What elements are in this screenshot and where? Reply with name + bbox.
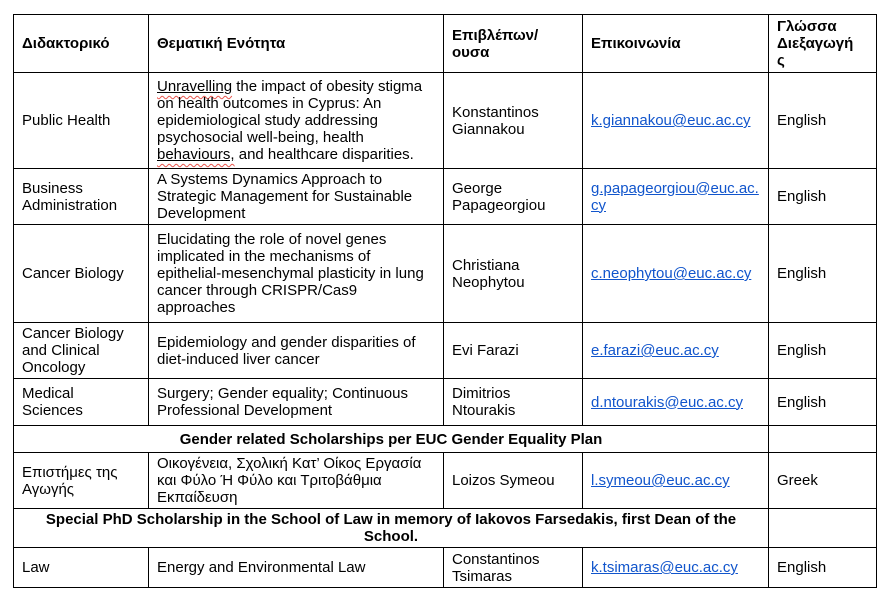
misspelled-word: Unravelling (157, 78, 233, 95)
section-title: Special PhD Scholarship in the School of Law in memory of Iakovos Farsedakis, first Dean of the School. (14, 509, 769, 548)
column-header-language: Γλώσσα Διεξαγωγής (769, 15, 877, 73)
column-header-topic: Θεματική Ενότητα (149, 15, 444, 73)
supervisor-cell: Konstantinos Giannakou (444, 73, 583, 169)
supervisor-cell: Dimitrios Ntourakis (444, 379, 583, 426)
section-title: Gender related Scholarships per EUC Gender Equality Plan (14, 426, 769, 453)
table-body (14, 73, 877, 588)
language-cell: English (769, 73, 877, 169)
email-link[interactable]: k.giannakou@euc.ac.cy (591, 112, 751, 129)
topic-cell: Epidemiology and gender disparities of diet-induced liver cancer (149, 323, 444, 379)
table-row (14, 379, 877, 426)
topic-cell: Οικογένεια, Σχολική Κατ’ Οίκος Εργασία και Φύλο Ή Φύλο και Τριτοβάθμια Εκπαίδευση (149, 453, 444, 509)
table-row (14, 323, 877, 379)
section-empty-cell (769, 509, 877, 548)
supervisor-cell: Constantinos Tsimaras (444, 548, 583, 588)
supervisor-cell: Christiana Neophytou (444, 225, 583, 323)
section-row (14, 426, 877, 453)
language-cell: English (769, 225, 877, 323)
email-cell (583, 323, 769, 379)
email-cell (583, 548, 769, 588)
supervisor-cell: George Papageorgiou (444, 169, 583, 225)
table-row (14, 548, 877, 588)
language-cell: English (769, 169, 877, 225)
column-header-contact: Επικοινωνία (583, 15, 769, 73)
header-row (14, 15, 877, 73)
topic-cell: Elucidating the role of novel genes implicated in the mechanisms of epithelial-mesenchymal plasticity in lung cancer through CRISPR/Cas9 approaches (149, 225, 444, 323)
email-link[interactable]: d.ntourakis@euc.ac.cy (591, 393, 743, 411)
program-cell: Cancer Biology and Clinical Oncology (14, 323, 149, 379)
program-cell: Medical Sciences (14, 379, 149, 426)
supervisor-cell: Loizos Symeou (444, 453, 583, 509)
language-cell: English (769, 379, 877, 426)
section-empty-cell (769, 426, 877, 453)
table-row (14, 453, 877, 509)
program-cell: Business Administration (14, 169, 149, 225)
supervisor-cell: Evi Farazi (444, 323, 583, 379)
topic-cell: Energy and Environmental Law (149, 548, 444, 588)
email-link[interactable]: l.symeou@euc.ac.cy (591, 472, 730, 489)
phd-scholarships-table (13, 14, 877, 588)
language-cell: English (769, 323, 877, 379)
email-link[interactable]: e.farazi@euc.ac.cy (591, 342, 719, 359)
program-cell: Επιστήμες της Αγωγής (14, 453, 149, 509)
email-cell (583, 453, 769, 509)
email-cell (583, 225, 769, 323)
language-cell: Greek (769, 453, 877, 509)
misspelled-word: behaviours, (157, 146, 235, 163)
program-cell: Cancer Biology (14, 225, 149, 323)
email-link[interactable]: k.tsimaras@euc.ac.cy (591, 559, 738, 576)
email-link[interactable]: c.neophytou@euc.ac.cy (591, 265, 752, 282)
column-header-doctorate: Διδακτορικό (14, 15, 149, 73)
table-row (14, 73, 877, 169)
email-cell (583, 73, 769, 169)
column-header-supervisor: Επιβλέπων/ουσα (444, 15, 583, 73)
email-link[interactable]: g.papageorgiou@euc.ac.cy (591, 179, 759, 214)
topic-cell: A Systems Dynamics Approach to Strategic Management for Sustainable Development (149, 169, 444, 225)
topic-cell: Surgery; Gender equality; Continuous Professional Development (149, 379, 444, 426)
language-cell: English (769, 548, 877, 588)
section-row (14, 509, 877, 548)
program-cell: Public Health (14, 73, 149, 169)
email-cell (583, 379, 769, 426)
table-row (14, 169, 877, 225)
program-cell: Law (14, 548, 149, 588)
table-row (14, 225, 877, 323)
email-cell (583, 169, 769, 225)
topic-cell: Unravelling the impact of obesity stigma on health outcomes in Cyprus: An epidemiological study addressing psychosocial well-being, health behaviours, and healthcare disparities. (149, 73, 444, 169)
